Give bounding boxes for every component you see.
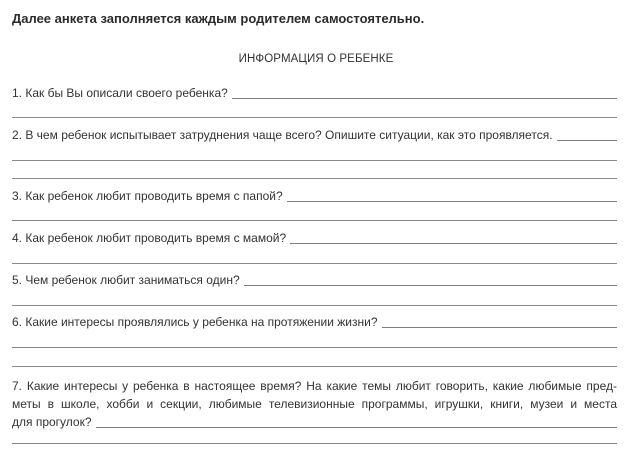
answer-line[interactable] xyxy=(287,190,617,202)
question-label: 6. Какие интересы проявлялись у ребенка на протяжении жизни? xyxy=(12,315,378,329)
question-label: 3. Как ребенок любит проводить время с папой? xyxy=(12,189,283,203)
answer-line[interactable] xyxy=(12,178,617,179)
question-last-line xyxy=(12,413,617,431)
intro-instruction: Далее анкета заполняется каждым родителем самостоятельно. xyxy=(12,11,425,26)
answer-line[interactable] xyxy=(382,316,618,328)
answer-line[interactable] xyxy=(290,232,617,244)
question-3 xyxy=(12,189,617,204)
answer-line[interactable] xyxy=(12,117,617,118)
answer-line[interactable] xyxy=(232,87,617,99)
answer-line[interactable] xyxy=(557,129,617,141)
question-6 xyxy=(12,315,617,330)
question-1 xyxy=(12,86,617,101)
answer-line[interactable] xyxy=(12,443,617,444)
answer-line[interactable] xyxy=(96,416,617,428)
answer-line[interactable] xyxy=(244,274,617,286)
answer-line[interactable] xyxy=(12,263,617,264)
answer-line[interactable] xyxy=(12,366,617,367)
question-5 xyxy=(12,273,617,288)
section-title: ИНФОРМАЦИЯ О РЕБЕНКЕ xyxy=(238,53,394,65)
question-7 xyxy=(12,377,617,431)
question-label: меты в школе, хобби и секции, любимые телевизионные программы, игрушки, книги, музеи и места xyxy=(12,397,617,411)
answer-line[interactable] xyxy=(12,347,617,348)
question-2 xyxy=(12,128,617,143)
question-label: 5. Чем ребенок любит заниматься один? xyxy=(12,273,240,287)
question-4 xyxy=(12,231,617,246)
question-label: 7. Какие интересы у ребенка в настоящее время? На какие темы любит говорить, какие любимые пред- xyxy=(12,379,617,393)
answer-line[interactable] xyxy=(12,160,617,161)
question-label: 4. Как ребенок любит проводить время с мамой? xyxy=(12,231,287,245)
answer-line[interactable] xyxy=(12,220,617,221)
answer-line[interactable] xyxy=(12,305,617,306)
question-label: 2. В чем ребенок испытывает затруднения чаще всего? Опишите ситуации, как это проявляется. xyxy=(12,128,553,142)
question-label: для прогулок? xyxy=(12,415,92,429)
question-label: 1. Как бы Вы описали своего ребенка? xyxy=(12,86,228,100)
